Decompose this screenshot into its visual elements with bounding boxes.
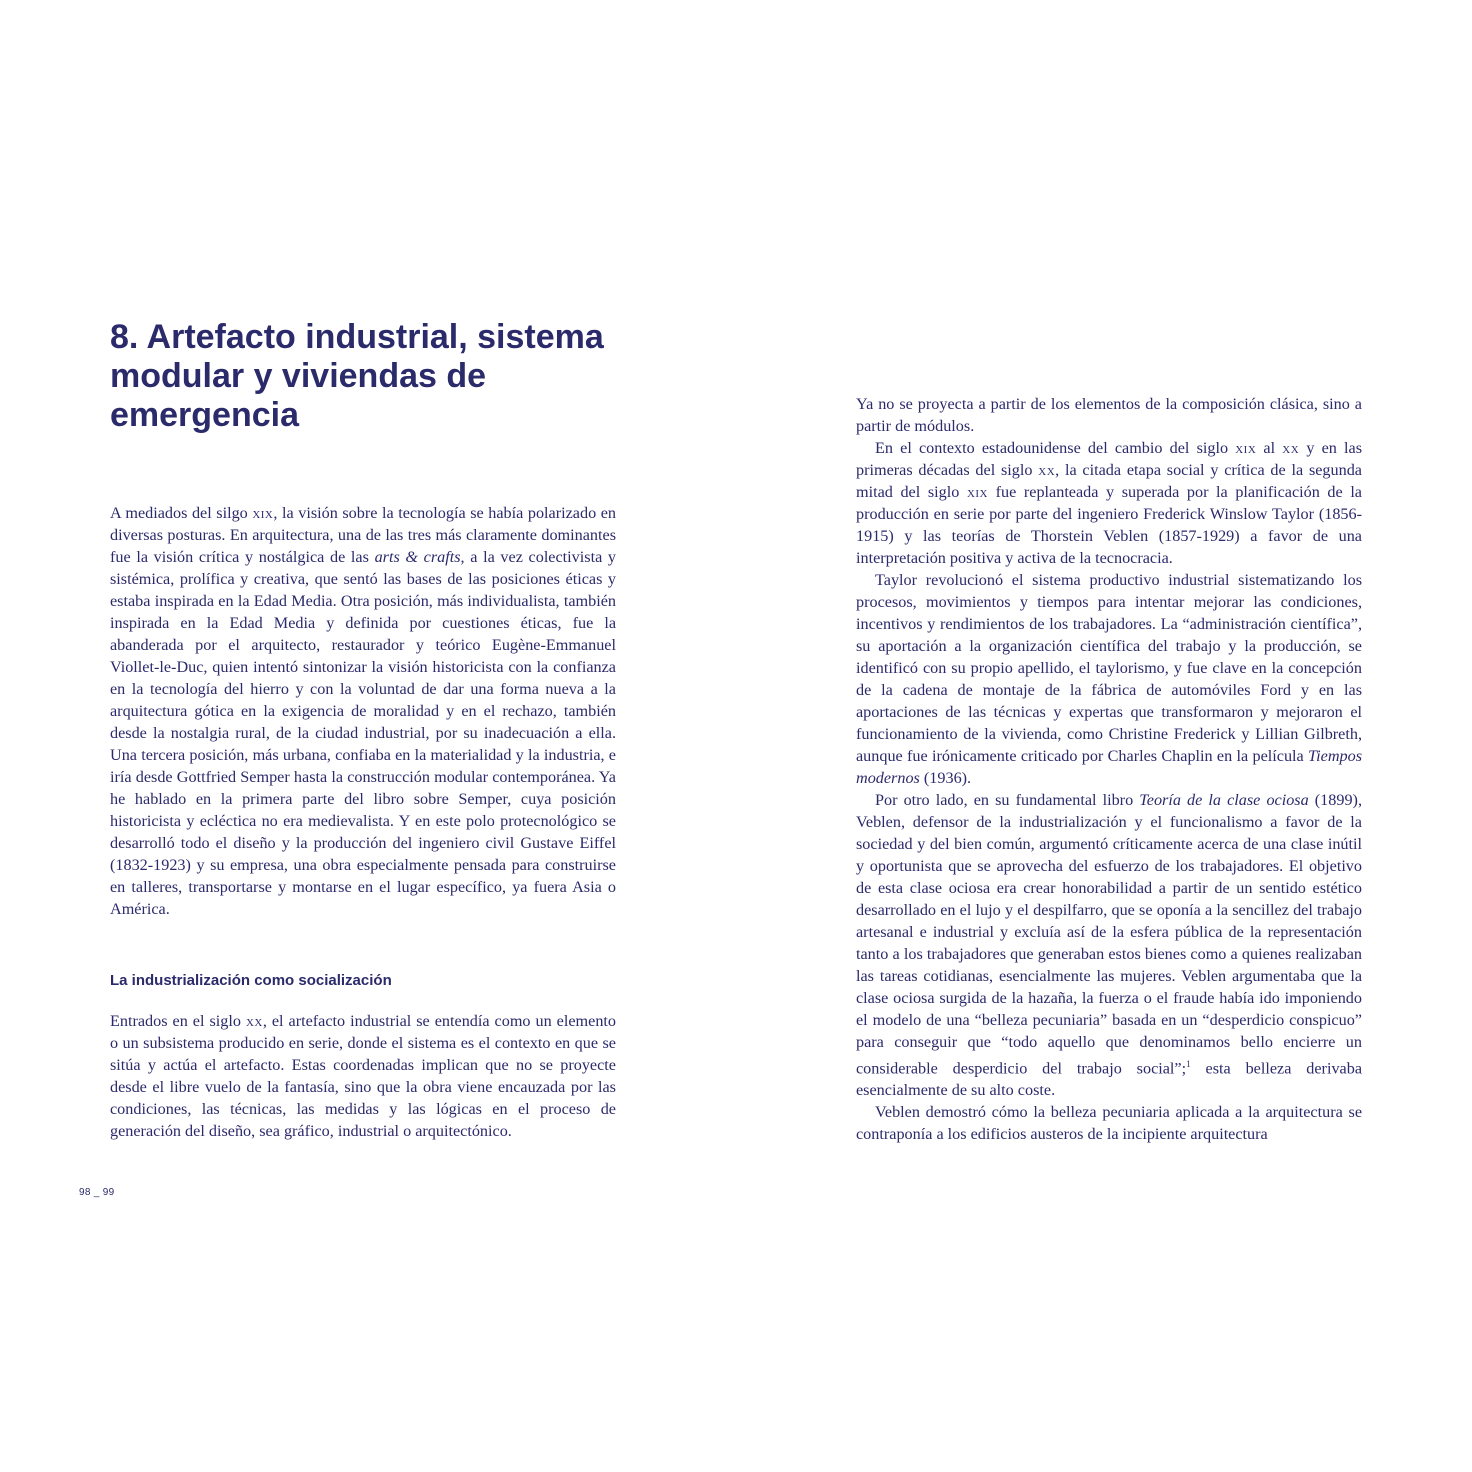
century-numeral: xx (1282, 439, 1300, 457)
century-numeral: xix (252, 504, 274, 522)
century-numeral: xx (1038, 461, 1056, 479)
page-numbers: 98 _ 99 (79, 1187, 115, 1198)
book-title: Teoría de la clase ociosa (1139, 791, 1309, 809)
section-heading: La industrialización como socialización (110, 972, 392, 989)
film-title: Tiempos modernos (856, 747, 1362, 787)
text-run: , el artefacto industrial se entendía como un elemento o un subsistema producido en serie, donde el sistema es el contexto en que se sitúa y actúa el artefacto. Estas coordenadas implican que no se proyecte desde el libre vuelo de la fantasía, sino que la obra viene encauzada por las condiciones, las técnicas, las medidas y las lógicas en el proceso de generación del diseño, sea gráfico, industrial o arquitectónico. (110, 1012, 617, 1140)
paragraph-3 (856, 569, 1362, 789)
century-numeral: xix (1235, 439, 1257, 457)
text-run: Taylor revolucionó el sistema productivo industrial sistematizando los procesos, movimientos y tiempos para intentar mejorar las condiciones, incentivos y rendimientos de los trabajadores. La “administración científica”, su aportación a la organización científica del trabajo y la producción, se identificó con su propio apellido, el taylorismo, y fue clave en la concepción de la cadena de montaje de la fábrica de automóviles Ford y en las aportaciones de las técnicas y expertas que transformaron y mejoraron el funcionamiento de la vivienda, como Christine Frederick y Lillian Gilbreth, aunque fue irónicamente criticado por Charles Chaplin en la película (856, 571, 1362, 765)
century-numeral: xx (245, 1012, 263, 1030)
text-run: (1936). (919, 769, 972, 787)
text-run: En el contexto estadounidense del cambio del siglo (875, 439, 1236, 457)
century-numeral: xix (966, 483, 988, 501)
footnote-marker: 1 (1186, 1059, 1191, 1069)
text-run: A mediados del silgo (110, 504, 253, 522)
chapter-title: 8. Artefacto industrial, sistema modular y viviendas de emergencia (110, 318, 604, 434)
text-run: , la visión sobre la tecnología se había polarizado en diversas posturas. En arquitectura, una de las tres más claramente dominantes fue la visión crítica y nostálgica de las (110, 504, 617, 566)
text-run: al (1256, 439, 1283, 457)
paragraph-5: Veblen demostró cómo la belleza pecuniaria aplicada a la arquitectura se contraponía a los edificios austeros de la incipiente arquitectura (856, 1103, 1362, 1144)
text-run: y en las primeras décadas del siglo (856, 439, 1362, 479)
text-run: esta belleza derivaba esencialmente de su alto coste. (856, 1059, 1363, 1100)
section-paragraph (110, 1010, 616, 1142)
text-run: (1899), Veblen, defensor de la industrialización y el funcionalismo a favor de la sociedad y del bien común, argumentó críticamente acerca de una clase inútil y oportunista que se aprovecha del esfuerzo de los trabajadores. El objetivo de esta clase ociosa era crear honorabilidad a partir de un sentido estético desarrollado en el lujo y el despilfarro, que se oponía a la sencillez del trabajo artesanal e industrial y excluía así de la esfera pública de la representación tanto a los trabajadores que generaban estos bienes como a quienes realizaban las tareas cotidianas, esencialmente las mujeres. Veblen argumentaba que la clase ociosa surgida de la hazaña, la fuerza o el fraude había ido imponiendo el modelo de una “belleza pecuniaria” basada en un “desperdicio conspicuo” para conseguir que “todo aquello que denominamos bello encierre un considerable desperdicio del trabajo social”; (856, 791, 1362, 1078)
text-run: , la citada etapa social y crítica de la segunda mitad del siglo (856, 461, 1362, 501)
text-run: , a la vez colectivista y sistémica, prolífica y creativa, que sentó las bases de las posiciones éticas y estaba inspirada en la Edad Media. Otra posición, más individualista, también inspirada en la Edad Media y definida por cuestiones éticas, fue la abanderada por el arquitecto, restaurador y teórico Eugène-Emmanuel Viollet-le-Duc, quien intentó sintonizar la visión historicista con la confianza en la tecnología del hierro y con la voluntad de dar una forma nueva a la arquitectura gótica en la exigencia de moralidad y en el rechazo, también desde la nostalgia rural, de la ciudad industrial, por su inadecuación a ella. Una tercera posición, más urbana, confiaba en la materialidad y la industria, e iría desde Gottfried Semper hasta la construcción modular contemporánea. Ya he hablado en la primera parte del libro sobre Semper, cuya posición historicista y ecléctica no era medievalista. Y en este polo protecnológico se desarrolló todo el diseño y la producción del ingeniero civil Gustave Eiffel (1832-1923) y su empresa, una obra especialmente pensada para construirse en talleres, transportarse y montarse en el lugar específico, ya fuera Asia o América. (110, 548, 616, 918)
text-run: fue replanteada y superada por la planificación de la producción en serie por parte del ingeniero Frederick Winslow Taylor (1856-1915) y las teorías de Thorstein Veblen (1857-1929) a favor de una interpretación positiva y activa de la tecnocracia. (856, 483, 1362, 567)
text-run: Por otro lado, en su fundamental libro (875, 791, 1140, 809)
section-text-block (110, 1010, 616, 1142)
text-run: Entrados en el siglo (110, 1012, 246, 1030)
paragraph-2 (856, 437, 1362, 569)
paragraph-4 (856, 789, 1362, 1101)
italic-term: arts & crafts (374, 548, 461, 566)
intro-text-block (110, 502, 616, 920)
intro-paragraph (110, 502, 616, 920)
right-text-block (856, 393, 1362, 1145)
paragraph-1: Ya no se proyecta a partir de los elementos de la composición clásica, sino a partir de módulos. (856, 395, 1362, 435)
right-page (736, 0, 1472, 1472)
